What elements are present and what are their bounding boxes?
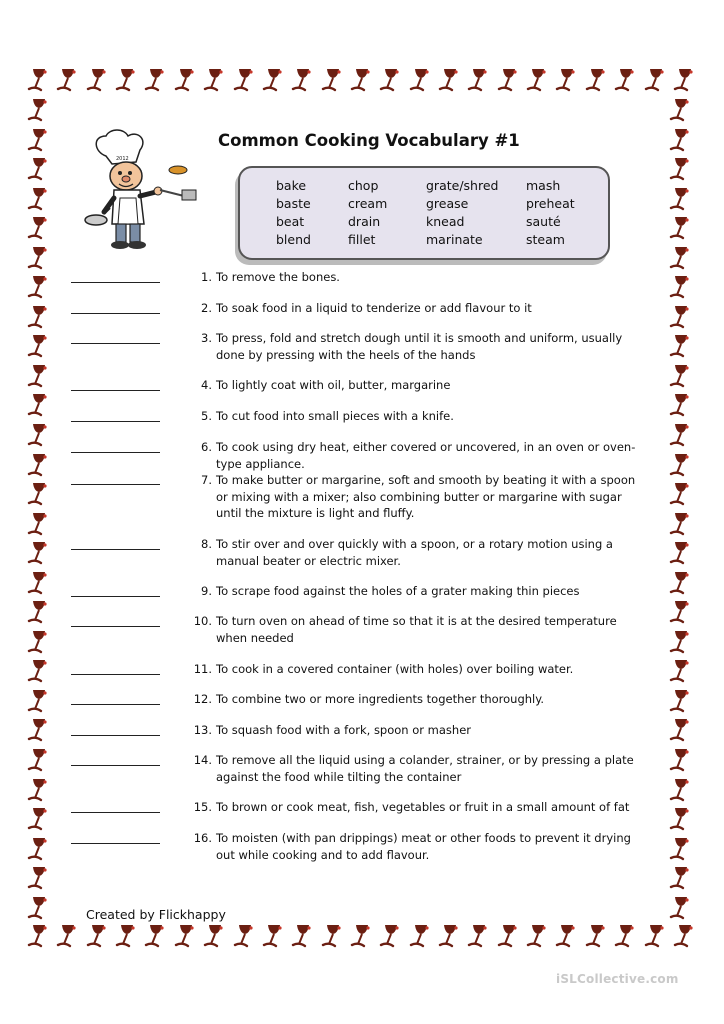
wine-glass-icon [26, 391, 52, 419]
answer-blank[interactable] [71, 765, 160, 766]
answer-blank[interactable] [71, 735, 160, 736]
item-number: 2. [201, 301, 212, 315]
item-number: 5. [201, 409, 212, 423]
wine-glass-icon [525, 66, 551, 94]
wine-glass-icon [261, 922, 287, 950]
wine-glass-icon [143, 66, 169, 94]
wine-glass-icon [26, 451, 52, 479]
wine-glass-icon [672, 66, 698, 94]
item-number: 11. [193, 662, 212, 676]
wine-glass-icon [173, 922, 199, 950]
wine-glass-icon [26, 126, 52, 154]
wine-glass-icon [26, 716, 52, 744]
wine-glass-icon [554, 922, 580, 950]
word-bank-word: preheat [526, 196, 575, 211]
item-text: To cook in a covered container (with holes) over boiling water. [216, 662, 574, 676]
wine-glass-icon [378, 66, 404, 94]
wine-glass-icon [26, 598, 52, 626]
item-number: 10. [193, 614, 212, 628]
word-bank-word: knead [426, 214, 465, 229]
wine-glass-icon [668, 539, 694, 567]
item-text: To remove all the liquid using a colander, strainer, or by pressing a plate against the food while tilting the container [216, 753, 634, 784]
item-number: 7. [201, 473, 212, 487]
wine-glass-icon [232, 66, 258, 94]
wine-glass-icon [668, 864, 694, 892]
item-text: To cut food into small pieces with a knife. [216, 409, 454, 423]
wine-glass-icon [114, 66, 140, 94]
wine-glass-icon [26, 569, 52, 597]
wine-glass-icon [408, 66, 434, 94]
wine-glass-icon [290, 922, 316, 950]
item-number: 1. [201, 270, 212, 284]
chef-illustration [84, 128, 206, 252]
wine-glass-icon [668, 835, 694, 863]
word-bank-word: grate/shred [426, 178, 499, 193]
word-bank-word: marinate [426, 232, 483, 247]
answer-blank[interactable] [71, 421, 160, 422]
word-bank-word: cream [348, 196, 388, 211]
item-number: 15. [193, 800, 212, 814]
wine-glass-icon [26, 185, 52, 213]
wine-glass-icon [466, 922, 492, 950]
wine-glass-icon [378, 922, 404, 950]
wine-glass-icon [26, 332, 52, 360]
item-text: To brown or cook meat, fish, vegetables or fruit in a small amount of fat [216, 800, 630, 814]
answer-blank[interactable] [71, 549, 160, 550]
item-text: To cook using dry heat, either covered or uncovered, in an oven or oven-type appliance. [216, 440, 636, 471]
wine-glass-icon [554, 66, 580, 94]
word-bank-word: beat [276, 214, 305, 229]
word-bank-word: bake [276, 178, 307, 193]
wine-glass-icon [668, 569, 694, 597]
wine-glass-icon [55, 922, 81, 950]
wine-glass-icon [668, 421, 694, 449]
item-text: To scrape food against the holes of a grater making thin pieces [216, 584, 580, 598]
item-number: 12. [193, 692, 212, 706]
word-bank-word: steam [526, 232, 565, 247]
wine-glass-icon [408, 922, 434, 950]
wine-glass-icon [26, 835, 52, 863]
wine-glass-icon [26, 922, 52, 950]
answer-blank[interactable] [71, 452, 160, 453]
wine-glass-icon [496, 66, 522, 94]
wine-glass-icon [320, 922, 346, 950]
item-text: To stir over and over quickly with a spoon, or a rotary motion using a manual beater or electric mixer. [216, 537, 613, 568]
wine-glass-icon [672, 922, 698, 950]
wine-glass-icon [584, 66, 610, 94]
wine-glass-icon [320, 66, 346, 94]
word-bank-word: baste [276, 196, 311, 211]
wine-glass-icon [668, 598, 694, 626]
wine-glass-icon [26, 303, 52, 331]
word-bank-word: drain [348, 214, 381, 229]
wine-glass-icon [668, 332, 694, 360]
wine-glass-icon [668, 362, 694, 390]
wine-glass-icon [290, 66, 316, 94]
wine-glass-icon [613, 922, 639, 950]
word-bank-word: chop [348, 178, 379, 193]
item-number: 6. [201, 440, 212, 454]
item-number: 16. [193, 831, 212, 845]
wine-glass-icon [668, 214, 694, 242]
answer-blank[interactable] [71, 282, 160, 283]
wine-glass-icon [26, 510, 52, 538]
wine-glass-icon [173, 66, 199, 94]
wine-glass-icon [668, 657, 694, 685]
wine-glass-icon [26, 539, 52, 567]
answer-blank[interactable] [71, 626, 160, 627]
wine-glass-icon [26, 894, 52, 922]
wine-glass-icon [202, 66, 228, 94]
item-text: To moisten (with pan drippings) meat or other foods to prevent it drying out while cooking and to add flavour. [216, 831, 631, 862]
wine-glass-icon [26, 66, 52, 94]
item-text: To press, fold and stretch dough until it is smooth and uniform, usually done by pressing with the heels of the hands [216, 331, 623, 362]
wine-glass-icon [668, 126, 694, 154]
wine-glass-icon [668, 746, 694, 774]
wine-glass-icon [584, 922, 610, 950]
word-bank-word: mash [526, 178, 561, 193]
wine-glass-icon [437, 922, 463, 950]
item-number: 3. [201, 331, 212, 345]
answer-blank[interactable] [71, 484, 160, 485]
wine-glass-icon [437, 66, 463, 94]
wine-glass-icon [26, 96, 52, 124]
wine-glass-icon [26, 244, 52, 272]
word-bank-word: sauté [526, 214, 561, 229]
wine-glass-icon [643, 66, 669, 94]
border-left [26, 96, 56, 922]
answer-blank[interactable] [71, 390, 160, 391]
wine-glass-icon [26, 214, 52, 242]
wine-glass-icon [55, 66, 81, 94]
item-text: To soak food in a liquid to tenderize or add flavour to it [216, 301, 532, 315]
wine-glass-icon [143, 922, 169, 950]
wine-glass-icon [668, 303, 694, 331]
site-watermark: iSLCollective.com [556, 972, 679, 986]
wine-glass-icon [349, 922, 375, 950]
wine-glass-icon [668, 185, 694, 213]
item-text: To remove the bones. [216, 270, 340, 284]
wine-glass-icon [114, 922, 140, 950]
wine-glass-icon [668, 628, 694, 656]
wine-glass-icon [261, 66, 287, 94]
wine-glass-icon [668, 894, 694, 922]
chef-hat-text: 2012 [116, 156, 129, 162]
answer-blank[interactable] [71, 843, 160, 844]
word-bank-box [238, 166, 610, 260]
wine-glass-icon [525, 922, 551, 950]
wine-glass-icon [26, 687, 52, 715]
answer-blank[interactable] [71, 313, 160, 314]
wine-glass-icon [668, 244, 694, 272]
item-number: 13. [193, 723, 212, 737]
wine-glass-icon [613, 66, 639, 94]
item-text: To combine two or more ingredients together thoroughly. [216, 692, 545, 706]
wine-glass-icon [202, 922, 228, 950]
wine-glass-icon [26, 864, 52, 892]
item-text: To make butter or margarine, soft and smooth by beating it with a spoon or mixing with a mixer; also combining butter or margarine with sugar until the mixture is light and fluffy. [216, 473, 636, 520]
wine-glass-icon [26, 657, 52, 685]
wine-glass-icon [26, 746, 52, 774]
wine-glass-icon [466, 66, 492, 94]
wine-glass-icon [26, 480, 52, 508]
word-bank [276, 178, 596, 250]
wine-glass-icon [26, 628, 52, 656]
wine-glass-icon [668, 480, 694, 508]
wine-glass-icon [668, 805, 694, 833]
wine-glass-icon [496, 922, 522, 950]
wine-glass-icon [26, 362, 52, 390]
wine-glass-icon [668, 451, 694, 479]
wine-glass-icon [349, 66, 375, 94]
wine-glass-icon [26, 155, 52, 183]
wine-glass-icon [643, 922, 669, 950]
word-bank-word: grease [426, 196, 469, 211]
border-top [26, 66, 698, 96]
wine-glass-icon [668, 155, 694, 183]
wine-glass-icon [668, 510, 694, 538]
word-bank-word: fillet [348, 232, 376, 247]
wine-glass-icon [668, 687, 694, 715]
item-number: 4. [201, 378, 212, 392]
item-text: To lightly coat with oil, butter, margarine [216, 378, 451, 392]
wine-glass-icon [668, 273, 694, 301]
item-text: To squash food with a fork, spoon or masher [216, 723, 471, 737]
answer-blank[interactable] [71, 343, 160, 344]
item-number: 14. [193, 753, 212, 767]
border-right [668, 96, 698, 922]
border-bottom [26, 922, 698, 952]
wine-glass-icon [26, 776, 52, 804]
wine-glass-icon [668, 391, 694, 419]
wine-glass-icon [668, 96, 694, 124]
page-title: Common Cooking Vocabulary #1 [218, 131, 520, 150]
answer-blank[interactable] [71, 596, 160, 597]
wine-glass-icon [26, 273, 52, 301]
item-text: To turn oven on ahead of time so that it is at the desired temperature when needed [216, 614, 617, 645]
wine-glass-icon [668, 776, 694, 804]
author-credit: Created by Flickhappy [86, 907, 226, 922]
wine-glass-icon [232, 922, 258, 950]
wine-glass-icon [26, 805, 52, 833]
wine-glass-icon [85, 66, 111, 94]
answer-blank[interactable] [71, 704, 160, 705]
word-bank-word: blend [276, 232, 311, 247]
answer-blank[interactable] [71, 812, 160, 813]
item-number: 8. [201, 537, 212, 551]
answer-blank[interactable] [71, 674, 160, 675]
wine-glass-icon [85, 922, 111, 950]
wine-glass-icon [26, 421, 52, 449]
wine-glass-icon [668, 716, 694, 744]
item-number: 9. [201, 584, 212, 598]
